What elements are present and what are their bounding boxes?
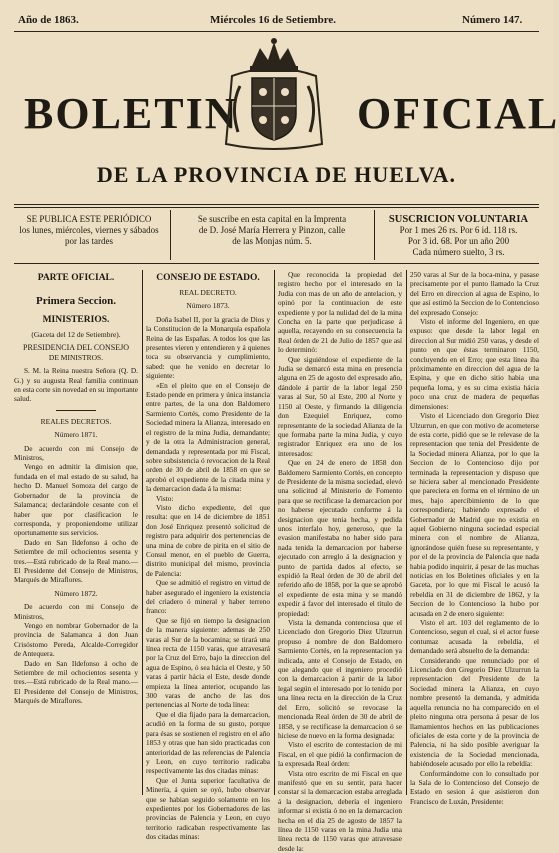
column-4 <box>410 270 539 806</box>
masthead-rule-2 <box>14 207 539 208</box>
paragraph: Vista otro escrito de mi Fiscal en que manifestó que en su sentir, para hacer constar si la demarcacion estaba arreglada á la designacion, debería el ingeniero informar si existia ó no en la demarcacion hecha en el dia 25 de agosto de 1857 la línea de 1150 varas en la mina Judia una línea recta de 1150 varas que atravesase desde la: <box>278 768 402 853</box>
paragraph: Que el Junta superior facultativa de Minería, á quien se oyó, hubo observar que se habian seguido solamente en los expedientes por los Gobernadores de las provincias de Palencia y Leon, en cuyo territorio radicaban respectivamente las dos citadas minas: <box>146 775 270 842</box>
subscribe-line-3: de las Monjas núm. 5. <box>232 236 312 246</box>
presidencia-heading: PRESIDENCIA DEL CONSEJO <box>23 343 129 353</box>
paragraph: Doña Isabel II, por la gracia de Dios y la Constitucion de la Monarquía española Reina de las Españas. A todos los que las presentes vieren y entendieren y á quienes toca su observancia y cumplimiento, sabed: que he venido en decretar lo siguiente: <box>146 314 270 381</box>
paragraph: Visto el informe del Ingeniero, en que expuso: que desde la labor legal en direccion al Sur midió 250 varas, y desde el punto en que éstas terminaron 1150, concluyendo en el Erro; que esta línea iba próximamente en direccion del agua de la Espina, y que en dicho sitio habia una pequeña loma, y es su cima existia hácia poco una cruz de madera de pequeñas dimensiones: <box>410 317 539 411</box>
decree-number: Número 1871. <box>54 430 98 440</box>
column-divider-1 <box>142 270 143 795</box>
price-info <box>378 214 539 258</box>
publish-line-2: los lunes, miércoles, viernes y sábados <box>19 225 159 235</box>
price-line-3: Cada número suelto, 3 rs. <box>412 247 505 257</box>
paragraph: Vengo en admitir la dimision que, fundada en el mal estado de su salud, ha hecho D. Manuel Somoza del cargo de Gobernador de la provincia de Salamanca; declarándole cesante con el haber que por clasificacion le corresponda, y proponiendome utilizar oportunamente sus servicios. <box>14 462 138 538</box>
parte-oficial-heading: PARTE OFICIAL. <box>37 273 115 283</box>
suscricion-title: SUSCRICION VOLUNTARIA <box>388 214 529 225</box>
masthead-subtitle: DE LA PROVINCIA DE HUELVA. <box>96 162 457 187</box>
de-ministros-heading: DE MINISTROS. <box>48 352 104 362</box>
paragraph: De acuerdo con mi Consejo de Ministros, <box>14 443 138 463</box>
issue-number: Número 147. <box>462 14 523 26</box>
paragraph: Visto el art. 103 del reglamento de lo Contencioso, segun el cual, si el actor fuese contumaz acusada la rebeldía, el demandado será absuelto de la demanda: <box>410 618 539 656</box>
real-decreto-heading: REAL DECRETO. <box>179 288 237 297</box>
paragraph: S. M. la Reina nuestra Señora (Q. D. G.) y su augusta Real familia continuan en esta corte sin novedad en su importante salud. <box>14 366 138 404</box>
subscribe-info <box>174 214 370 247</box>
paragraph: Que se fijó en tiempo la designacion de la manera siguiente: ademas de 250 varas al Sur de la bocamina; se tirará una línea recta de 1150 varas, que atravesará por la Cruz del Erro, bajo la direccion del agua de Espino, ó sea hácia el Oeste, y 50 varas á partir hácia el Este, desde donde empieza la línea anterior, ocupando las 300 varas de ancho de las dos pertenencias al Norte de toda línea: <box>146 615 270 710</box>
paragraph: «En el pleito que en el Consejo de Estado pende en primera y única instancia entre partes, de la una don Baldomero Sarmiento Cortés, como Presidente de la Sociedad minera la Alianza, interesado en el registro de la mina Judia, demandante; y de la otra la Administracion general, demandada y representada por mi Fiscal, sobre subsistencia ó revocacion de la Real orden de 30 de abril de 1858 en que se aprobó el expediente de la citada mina y la demarcacion dada á la misma: <box>146 380 270 494</box>
columns-top-rule <box>14 263 539 264</box>
publish-info <box>14 214 164 247</box>
price-line-2: Por 3 id. 68. Por un año 200 <box>407 236 510 246</box>
paragraph: Que el dia fijado para la demarcacion, acudió en la forma de su gusto, porque para ésas se sostienen el registro en el año 1853 y otras que han sido practicadas con anterioridad de las referencias de Palencia y Leon, en cuyo territorio radicaba respectivamente las dos citadas minas: <box>146 709 270 776</box>
publish-line-3: por las tardes <box>65 236 113 246</box>
price-line-1: Por 1 mes 26 rs. Por 6 id. 118 rs. <box>399 225 518 235</box>
paragraph: Conformándome con lo consultado por la Sala de lo Contencioso del Consejo de Estado en sesion á que asistieron don Francisco de Luxán, Presidente: <box>410 768 539 806</box>
paragraph: Vengo en nombrar Gobernador de la provincia de Salamanca á don Juan Crisóstomo Pereda, Alcalde-Corregidor de Antequera. <box>14 620 138 659</box>
paragraph: Que se admitió el registro en virtud de haber asegurado el ingeniero la existencia del criadero ó mineral y haber terreno franco: <box>146 578 270 616</box>
divider <box>56 410 96 411</box>
info-divider-2 <box>374 210 375 260</box>
subscribe-line-1: Se suscribe en esta capital en la Imprenta <box>197 214 347 224</box>
consejo-heading: CONSEJO DE ESTADO. <box>156 273 260 283</box>
issue-line <box>14 14 539 30</box>
issue-date: Miércoles 16 de Setiembre. <box>210 14 337 26</box>
subscribe-line-2: de D. José María Herrera y Pinzon, calle <box>198 225 346 235</box>
top-rule <box>14 31 539 32</box>
paragraph: Visto el escrito de contestacion de mi Fiscal, en el que pidió la confirmacion de la expresada Real órden: <box>278 740 402 769</box>
paragraph: Vista la demanda contenciosa que el Licenciado don Gregorio Diez Ulzurrun propuso á nombre de don Baldomero Sarmiento Cortés, en la representacion ya indicada, ante el Consejo de Estado, en que alegando que el ingeniero procedió con la demarcacion á partir de la labor legal según el interesado por lo tenido por una línea recta en la dirección de la Cruz del Erro, solicitó se revocase la mencionada Real órden de 30 de abril de 1858, y se rectificase la demarcacion ó se hiciese de nuevo en la forma designada: <box>278 618 402 740</box>
column-divider-3 <box>406 270 407 795</box>
masthead-word-boletin: BOLETIN <box>24 89 239 138</box>
column-divider-2 <box>274 270 275 795</box>
issue-year: Año de 1863. <box>18 14 79 26</box>
paragraph: Que en 24 de enero de 1858 don Baldomero Sarmiento Cortés, en concepto de Presidente de la misma sociedad, elevó una solicitud al Ministerio de Fomento para que se rectificase la demarcacion por no haberse ejecutado conforme á la designacion que tenia hecha, y pedida unos interfalo hoy, generoso, que la evasion manifestaba no haber sido para nada tenida la demarcacion por haberse ejecutado con arreglo á la designacion y punto de partida dados al efecto, se expidió la Real órden de 30 de abril del referido año de 1858, por la que se aprobó el expediente de esta mina y se mandó expedir á favor del interesado el título de propiedad: <box>278 458 402 618</box>
decree-number: Número 1873. <box>186 301 230 311</box>
masthead <box>14 36 559 187</box>
reales-decretos-heading: REALES DECRETOS. <box>40 416 112 426</box>
paragraph: Que siguiéndose el expediente de la Judia se demarcó esta mina en presencia alguna en 25 de agosto del expresado año, dándole á partir de la labor legal 250 varas al Sur, 50 al Este, 200 al Norte y 1150 al Oeste, y firmando la diligencia don Ezequiel Enriquez, como representante de la sociedad Alianza de la que formaba parte la mina Judia, y cuyo registrador Enriquez era uno de los interesados: <box>278 354 402 458</box>
paragraph: Que reconocida la propiedad del registro hecho por el interesado en la Judia con mas de un año de antelacion, y opinó por la continuacion de este expediente y por la nulidad del de la mina Concha en la parte que perjudicase á aquella, recayendo en su consecuencia la Real órden de 21 de Julio de 1857 que así lo determinó: <box>278 270 402 355</box>
paragraph: Visto el Licenciado don Gregorio Diez Ulzurrun, en que con motivo de acometerse de esta corte, pidió que se le relevase de la representacion que tenia del Presidente de la Sociedad minera Alianza, por lo que la Seccion de lo Contencioso dijo por terminada la representacion y dispuso que se hiciera saber al mencionado Presidente que pareciera en forma en el término de un mes, bajo apercibimiento de lo que correspondiera; habiendo expresado el Gobernador de Madrid que no existia en aquel Gobierno ninguna sociedad especial minera con el nombre de Alianza, ignorándose quién fuese su representante, y por el de la provincia de Palencia que nada habia podido inquirir, á pesar de las muchas noticias en los Boletines oficiales y en la Gaceta, por lo que mi Fiscal le acusó la rebeldía en 31 de diciembre de 1862, y la Seccion de lo Contencioso la hubo por acusada en 2 de enero siguiente: <box>410 411 539 618</box>
primera-seccion-heading: Primera Seccion. <box>35 295 117 307</box>
paragraph: Considerando que renunciado por el Licenciado don Gregorio Diez Ulzurrun la representacion del Presidente de la Sociedad minera la Alianza, en cuyo nombre presentó la demanda, y admitida aquella renuncia no ha comparecido en el pleito ninguna otra persona á pesar de los llamamientos hechos en las publicaciones oficiales de esta corte y de la provincia de Palencia, ni ha sido posible averiguar la existencia de la Sociedad mencionada, habiéndosele acusado por ello la rebeldía: <box>410 655 539 769</box>
column-1 <box>14 270 138 795</box>
paragraph: De acuerdo con mi Consejo de Ministros, <box>14 602 138 621</box>
paragraph: Visto dicho expediente, del que resulta: que en 14 de diciembre de 1851 don José Enriquez presentó solicitud de registro para adquirir dos pertenencias de una mina de cobre de pirita en el sitio de Consul menor, en el pueblo de Guerra, distrito municipal del mismo, provincia de Palencia: <box>146 502 270 578</box>
decree-number: Número 1872. <box>54 588 98 598</box>
info-divider-1 <box>170 210 171 260</box>
column-2 <box>146 270 270 842</box>
paragraph: 250 varas al Sur de la boca-mina, y pasase precisamente por el punto llamado la Cruz del Erro en direccion al agua de Espino, lo que así estimó la Seccion de lo Contencioso del expresado Consejo: <box>410 270 539 317</box>
ministerios-heading: MINISTERIOS. <box>42 315 110 325</box>
masthead-rule-1 <box>14 204 539 205</box>
paragraph: Visto: <box>156 493 174 503</box>
gaceta-note: (Gaceta del 12 de Setiembre). <box>31 330 121 339</box>
royal-crest-icon <box>222 36 326 156</box>
publish-line-1: SE PUBLICA ESTE PERIÓDICO <box>26 214 152 224</box>
column-3 <box>278 270 402 853</box>
masthead-word-oficial: OFICIAL <box>357 89 559 138</box>
paragraph: Dado en San Ildefonso á ocho de Setiembre de mil ochocientos sesenta y tres.—Está rubricado de la Real mano.—El Presidente del Consejo de Ministros, Marqués de Miraflores. <box>14 537 138 585</box>
paragraph: Dado en San Ildefonso á ocho de Setiembre de mil ochocientos sesenta y tres.—Está rubricado de la Real mano.—El Presidente del Consejo de Ministros, Marqués de Miraflores. <box>14 658 138 706</box>
